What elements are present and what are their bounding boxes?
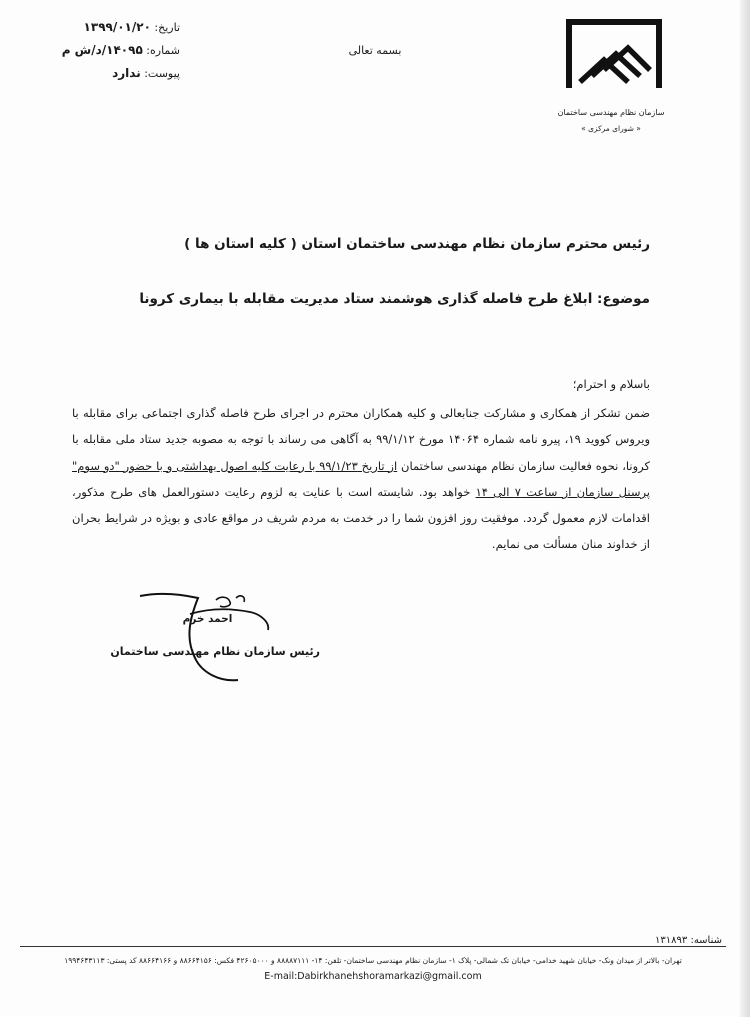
number-value: ۱۴۰۹۵/د/ش م — [61, 43, 143, 57]
org-subtitle: « شورای مرکزی » — [581, 124, 641, 133]
number-row — [60, 39, 180, 62]
signer-title: رئیس سازمان نظام مهندسی ساختمان — [110, 645, 320, 658]
signer-name: احمد خرم — [182, 613, 233, 625]
footer-address: تهران- بالاتر از میدان ونک- خیابان شهید خدامی- خیابان تک شمالی- پلاک ۱- سازمان نظام مهندسی ساختمان- تلفن: ۱۴- ۸۸۸۸۷۱۱۱ و ۴۲۶۰۵۰۰۰ فکس: ۸۸۶۶۴۱۵۶ و ۸۸۶۶۴۱۶۶ کد پستی: ۱۹۹۴۶۴۳۱۱۳ — [64, 956, 682, 965]
body-text-1: ضمن تشکر از همکاری و مشارکت جنابعالی و کلیه همکاران محترم در اجرای طرح فاصله گذاری اجتماعی برای مقابله با ویروس کووید ۱۹، پیرو نامه شماره ۱۴۰۶۴ مورخ ۹۹/۱/۱۲ به آگاهی می رساند با توجه به مصوبه جدید ستاد ملی مقابله با کرونا، نحوه فعالیت سازمان نظام مهندسی ساختمان — [72, 406, 650, 473]
date-value: ۱۳۹۹/۰۱/۲۰ — [83, 20, 151, 34]
attachment-row — [60, 62, 180, 85]
document-code: شناسه: ۱۳۱۸۹۳ — [655, 935, 722, 946]
letter-meta — [60, 16, 180, 85]
org-name: سازمان نظام مهندسی ساختمان — [557, 108, 665, 117]
attachment-label: پیوست: — [144, 67, 180, 80]
body-text-2: خواهد بود. شایسته است با عنایت به لزوم رعایت دستورالعمل های طرح مذکور، اقدامات لازم معمول گردد. موفقیت روز افزون شما را در خدمت به مردم شریف در مواقع عادی و بویژه در شرایط بحران از خداوند منان مسألت می نمایم. — [72, 484, 650, 552]
org-logo — [566, 18, 662, 90]
date-row — [60, 16, 180, 39]
footer-divider — [20, 946, 726, 947]
greeting: باسلام و احترام؛ — [572, 377, 650, 391]
footer-email: E-mail:Dabirkhanehshoramarkazi@gmail.com — [264, 971, 482, 982]
body-underlined-text: از تاریخ ۹۹/۱/۲۳ با رعایت کلیه اصول بهداشتی و با حضور "دو سوم" پرسنل سازمان از ساعت ۷ الی ۱۴ — [72, 458, 650, 499]
page-edge-shadow — [740, 0, 750, 1017]
date-label: تاریخ: — [154, 21, 180, 34]
recipient-line: رئیس محترم سازمان نظام مهندسی ساختمان استان ( کلیه استان ها ) — [184, 236, 650, 252]
body-paragraph — [72, 400, 650, 558]
number-label: شماره: — [146, 44, 180, 57]
attachment-value: ندارد — [112, 66, 141, 80]
bismillah-heading: بسمه تعالی — [348, 44, 402, 57]
subject-line: موضوع: ابلاغ طرح فاصله گذاری هوشمند ستاد مدیریت مقابله با بیماری کرونا — [139, 291, 650, 307]
handwritten-signature — [120, 578, 320, 688]
